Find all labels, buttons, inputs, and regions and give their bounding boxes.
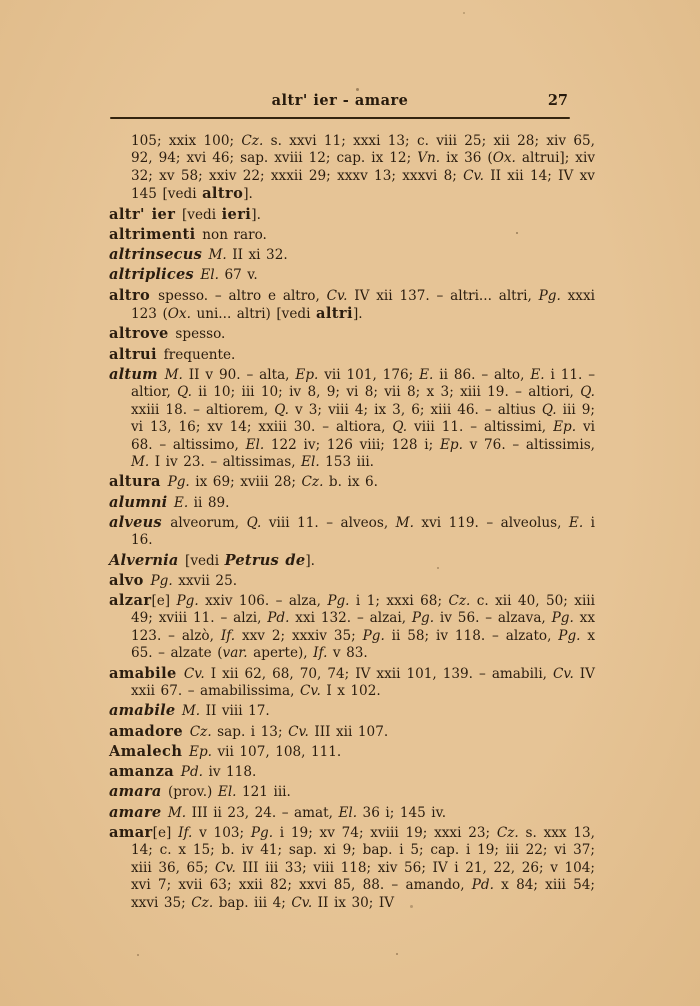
text-segment: spesso. – altro e altro,: [158, 287, 327, 304]
text-segment: Pd.: [180, 764, 203, 781]
entry-altriplices: [109, 266, 595, 284]
text-segment: 121 iii.: [236, 784, 291, 801]
paper-speck: [437, 567, 439, 569]
text-segment: Cv.: [463, 167, 484, 184]
text-segment: [vedi: [185, 552, 225, 569]
text-segment: v 76. – altissimis,: [462, 436, 595, 453]
text-segment: xvi 119. – alveolus,: [413, 514, 569, 531]
text-segment: xxvii 25.: [172, 572, 238, 589]
text-segment: Pg.: [411, 610, 435, 627]
entry-continuation-altro: [109, 133, 595, 204]
text-segment: 122 iv; 126 viii; 128 i;: [264, 436, 440, 453]
text-segment: II viii 17.: [200, 703, 270, 720]
text-segment: ii 86. – alto,: [433, 366, 531, 383]
text-segment: Ep.: [189, 743, 212, 760]
text-segment: v 3; viii 4; ix 3, 6; xiii 46. – altius: [289, 401, 542, 418]
text-segment: IV xii 137. – altri... altri,: [347, 287, 539, 304]
text-segment: iii 9; vi 13, 16; xv 14; xxiii 30. – altiora,: [131, 401, 595, 436]
text-segment: Ep.: [439, 436, 463, 453]
text-segment: altri: [315, 305, 353, 323]
text-segment: III iii 33; viii 118; xiv 56; IV i 21, 22, 26; v 104; xvi 7; xvii 63; xxii 82; xxvi 85, 88. – amando,: [131, 859, 595, 894]
text-segment: sap. i 13;: [211, 723, 289, 740]
text-segment: amabile: [109, 664, 184, 682]
text-segment: El.: [245, 436, 265, 453]
text-segment: vi 68. – altissimo,: [131, 419, 595, 453]
text-segment: Q.: [246, 514, 262, 531]
text-segment: alveorum,: [170, 514, 247, 531]
text-segment: Q.: [392, 419, 408, 436]
text-segment: Q.: [541, 401, 557, 418]
text-segment: non raro.: [202, 226, 267, 243]
text-segment: I x 102.: [320, 683, 381, 700]
paper-speck: [356, 88, 359, 91]
entry-altrui: [109, 346, 595, 364]
text-segment: v 103;: [192, 824, 251, 841]
text-segment: i 11. – altior,: [131, 366, 596, 401]
entry-altrinsecus: [109, 246, 595, 264]
text-segment: Pg.: [176, 593, 199, 610]
text-segment: uni... altri) [vedi: [190, 306, 316, 323]
text-segment: b. ix 6.: [323, 474, 378, 491]
text-segment: alvo: [109, 571, 151, 589]
entry-amanza: [109, 763, 595, 781]
text-segment: Cv.: [300, 683, 321, 700]
text-segment: Cv.: [291, 894, 313, 911]
text-segment: Q.: [580, 384, 595, 401]
text-segment: altriplices: [109, 266, 201, 284]
text-segment: vii 101, 176;: [318, 366, 420, 383]
text-segment: var.: [222, 645, 248, 662]
text-segment: M.: [181, 703, 201, 720]
text-segment: altro: [109, 286, 159, 304]
text-segment: [vedi: [181, 206, 222, 223]
text-segment: altrimenti: [109, 225, 203, 243]
text-segment: altrui: [109, 345, 164, 363]
text-segment: ieri: [221, 205, 252, 223]
text-segment: II xi 32.: [226, 247, 288, 264]
text-segment: xx 123. – alzò,: [131, 610, 595, 644]
text-segment: Pd.: [267, 610, 290, 627]
text-segment: i 1; xxxi 68;: [349, 593, 449, 610]
text-segment: El.: [200, 267, 219, 284]
text-segment: [e]: [151, 593, 177, 610]
text-segment: If.: [313, 645, 328, 662]
text-segment: ii 58; iv 118. – alzato,: [384, 627, 559, 644]
entry-amara: [109, 783, 595, 801]
text-segment: alveus: [109, 513, 171, 531]
paper-speck: [516, 232, 518, 234]
text-segment: i 16.: [131, 514, 595, 549]
text-segment: Alvernia: [109, 551, 186, 569]
header-rule: [110, 117, 570, 119]
text-segment: bap. iii 4;: [213, 894, 292, 911]
text-segment: Ox.: [492, 150, 516, 167]
text-segment: Pg.: [538, 287, 561, 304]
text-segment: altura: [109, 473, 168, 491]
paper-speck: [463, 12, 465, 14]
entry-altura: [109, 473, 595, 491]
text-segment: M.: [164, 366, 183, 383]
text-segment: amare: [109, 803, 168, 821]
text-segment: spesso.: [175, 326, 226, 343]
entry-amabile-1: [109, 665, 595, 701]
text-segment: Cz.: [448, 593, 471, 610]
text-segment: Pg.: [167, 474, 190, 491]
text-segment: Cv.: [288, 723, 309, 740]
text-segment: If.: [220, 627, 236, 644]
text-segment: iv 56. – alzava,: [434, 610, 552, 627]
text-segment: II xii 14; IV xv 145 [vedi: [131, 167, 595, 203]
text-segment: E.: [530, 366, 545, 383]
page-number: 27: [547, 92, 568, 109]
text-segment: Pg.: [362, 627, 385, 644]
text-segment: Pg.: [250, 824, 274, 841]
text-segment: frequente.: [163, 346, 236, 363]
text-segment: amara: [109, 783, 168, 801]
text-segment: c. xii 40, 50; xiii 49; xviii 11. – alzi,: [131, 593, 595, 627]
text-segment: M.: [395, 514, 414, 531]
text-segment: ii 10; iii 10; iv 8, 9; vi 8; vii 8; x 3; xiii 19. – altiori,: [191, 384, 581, 401]
text-segment: Pg.: [150, 572, 173, 589]
text-segment: El.: [338, 804, 358, 821]
text-segment: Q.: [177, 384, 192, 401]
text-segment: alumni: [109, 493, 174, 511]
text-segment: Cz.: [191, 894, 214, 911]
text-segment: Cz.: [241, 133, 264, 149]
text-segment: II v 90. – alta,: [182, 366, 296, 383]
text-segment: altrui]; xiv 32; xv 58; xxiv 22; xxxii 29; xxxv 13; xxxvi 8;: [131, 150, 596, 184]
text-segment: xxv 2; xxxiv 35;: [235, 627, 363, 644]
text-segment: M.: [208, 247, 227, 264]
text-segment: El.: [217, 784, 237, 801]
text-segment: amabile: [109, 702, 182, 720]
text-segment: Ox.: [167, 306, 191, 323]
text-segment: x 84; xiii 54; xxvi 35;: [131, 877, 595, 911]
entries: [109, 133, 595, 914]
text-segment: (prov.): [167, 784, 218, 801]
text-segment: 67 v.: [218, 267, 258, 284]
text-segment: ].: [243, 186, 253, 203]
text-segment: II ix 30; IV: [312, 894, 395, 911]
entry-amare: [109, 804, 595, 822]
text-segment: ii 89.: [188, 494, 230, 511]
entry-alumni: [109, 494, 595, 512]
text-segment: x 65. – alzate (: [131, 627, 596, 662]
entry-amadore: [109, 723, 595, 741]
text-segment: amadore: [109, 722, 190, 740]
paper-speck: [410, 905, 413, 908]
text-segment: altr' ier: [109, 205, 182, 223]
text-segment: If.: [178, 824, 193, 841]
entry-amar-e: [109, 824, 595, 912]
text-segment: I iv 23. – altissimas,: [149, 454, 302, 471]
text-segment: ].: [251, 206, 261, 223]
text-segment: ].: [352, 306, 363, 323]
text-segment: Cv.: [553, 665, 574, 682]
text-segment: Cv.: [215, 859, 236, 876]
text-segment: III ii 23, 24. – amat,: [186, 804, 339, 821]
text-segment: Pd.: [471, 877, 494, 894]
text-segment: 105; xxix 100;: [131, 133, 242, 149]
text-segment: Ep.: [295, 366, 319, 383]
text-segment: altrinsecus: [109, 246, 209, 264]
text-segment: Cz.: [189, 723, 212, 740]
entry-altrove: [109, 325, 595, 343]
text-segment: El.: [301, 454, 320, 471]
entry-alveus: [109, 514, 595, 550]
text-segment: i 19; xv 74; xviii 19; xxxi 23;: [273, 824, 497, 841]
entry-alzare: [109, 592, 595, 663]
text-segment: xxiii 18. – altiorem,: [131, 401, 275, 418]
text-segment: ].: [305, 552, 315, 569]
running-head: altr' ier - amare: [271, 92, 409, 109]
text-segment: Cv.: [183, 665, 205, 682]
entry-alvernia: [109, 552, 595, 570]
entry-alvo: [109, 572, 595, 590]
entry-amabile-2: [109, 702, 595, 720]
text-segment: Ep.: [553, 419, 577, 436]
entry-altr-ier: [109, 206, 595, 224]
text-segment: xxiv 106. – alza,: [198, 593, 328, 610]
text-segment: Q.: [274, 401, 289, 418]
text-segment: amanza: [109, 763, 181, 781]
text-segment: I xii 62, 68, 70, 74; IV xxii 101, 139. – amabili,: [204, 665, 553, 682]
text-segment: amar: [109, 823, 153, 841]
entry-altro: [109, 287, 595, 324]
text-segment: E.: [173, 494, 189, 511]
text-segment: xxi 132. – alzai,: [289, 610, 412, 627]
text-segment: Cz.: [301, 474, 324, 491]
text-segment: viii 11. – alveos,: [261, 514, 396, 531]
text-segment: III xii 107.: [308, 723, 389, 740]
text-segment: 153 iii.: [319, 454, 374, 471]
text-segment: viii 11. – altissimi,: [407, 419, 554, 436]
text-segment: E.: [419, 366, 434, 383]
text-segment: Pg.: [558, 627, 581, 644]
text-segment: v 83.: [327, 645, 368, 662]
entry-altum: [109, 366, 595, 472]
text-segment: iv 118.: [202, 764, 257, 781]
text-segment: ix 36 (: [440, 150, 493, 167]
text-segment: alzar: [109, 592, 152, 610]
text-segment: Petrus de: [224, 551, 306, 569]
text-segment: E.: [568, 514, 584, 531]
text-segment: vii 107, 108, 111.: [211, 743, 342, 760]
text-segment: altrove: [109, 325, 176, 343]
entry-amalech: [109, 743, 595, 761]
text-segment: xxxi 123 (: [131, 287, 595, 323]
text-segment: Vn.: [417, 150, 441, 167]
text-segment: altro: [202, 185, 244, 203]
text-segment: Pg.: [327, 593, 350, 610]
paper-speck: [137, 954, 139, 956]
text-segment: [e]: [152, 824, 179, 841]
text-segment: Cz.: [496, 824, 519, 841]
entry-altrimenti: [109, 226, 595, 244]
text-segment: Cv.: [326, 287, 348, 304]
text-segment: M.: [167, 804, 187, 821]
text-segment: altum: [109, 365, 165, 383]
text-segment: M.: [131, 454, 150, 471]
text-segment: ix 69; xviii 28;: [189, 474, 302, 491]
text-segment: s. xxx 13, 14; c. x 15; b. iv 41; sap. xi 9; bap. i 5; cap. i 19; iii 22; vi 37; xiii 36, 65;: [131, 824, 595, 876]
text-segment: s. xxvi 11; xxxi 13; c. viii 25; xii 28; xiv 65, 92, 94; xvi 46; sap. xviii 12; cap. ix 12;: [131, 133, 595, 167]
text-segment: Amalech: [109, 742, 190, 760]
text-segment: 36 i; 145 iv.: [357, 804, 447, 821]
text-segment: IV xxii 67. – amabilissima,: [131, 665, 595, 700]
text-segment: Pg.: [551, 610, 574, 627]
text-segment: aperte),: [247, 645, 314, 662]
paper-speck: [396, 953, 398, 955]
